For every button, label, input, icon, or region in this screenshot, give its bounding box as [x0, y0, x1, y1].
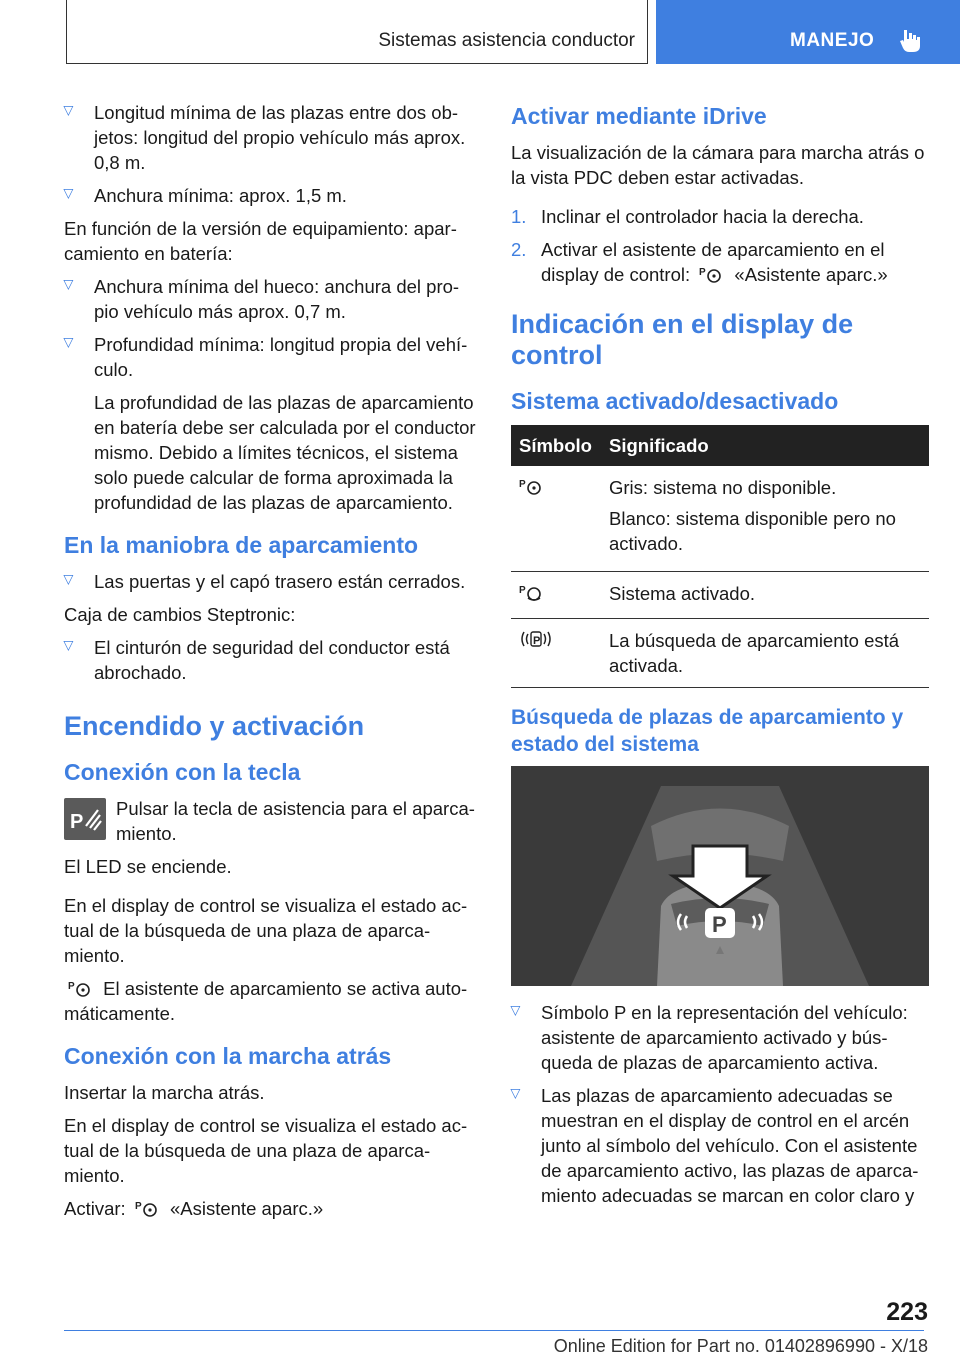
svg-text:P: P: [699, 267, 706, 278]
table-cell-meaning: La búsqueda de aparcamiento está activada.: [601, 619, 929, 688]
heading-sistema: Sistema activado/desactivado: [511, 388, 839, 414]
list-item: ▷ Las plazas de aparcamiento adecuadas se muestran en el display de control en el arcén junto al símbolo del vehículo. Con el asistente de aparcamiento activo, las plazas de aparcamiento adecuadas se marcan en color claro y: [511, 1083, 929, 1208]
step-text: Inclinar el controlador hacia la derecha.: [541, 206, 864, 227]
parking-assist-icon: [135, 1198, 161, 1218]
table-cell-symbol: [511, 619, 601, 688]
parking-assist-icon: [699, 264, 725, 284]
list-item: ▷ Profundidad mínima: longitud propia del vehículo.: [64, 332, 476, 382]
key-instruction: [64, 796, 476, 846]
meaning-line: Gris: sistema no disponible.: [609, 477, 837, 498]
paragraph: La visualización de la cámara para marcha atrás o la vista PDC deben estar activadas.: [511, 142, 925, 188]
table-cell-symbol: [511, 572, 601, 619]
list-item: ▷ Anchura mínima: aprox. 1,5 m.: [64, 183, 476, 208]
parking-assist-icon: [68, 978, 94, 998]
heading-busqueda: Búsqueda de plazas de aparcamiento y estado del sistema: [511, 706, 904, 756]
header-section-box: [66, 0, 648, 64]
list-item: ▷ El cinturón de seguridad del conductor está abrochado.: [64, 635, 476, 685]
heading-indicacion: Indicación en el display de control: [511, 309, 854, 370]
activate-line: [64, 1196, 476, 1221]
step-menu-item: «Asistente aparc.»: [734, 264, 888, 285]
svg-text:P: P: [70, 811, 84, 833]
numbered-step: [511, 237, 929, 287]
parking-assist-icon: [519, 475, 545, 497]
parking-display-illustration: [511, 766, 929, 986]
paragraph: Caja de cambios Steptronic:: [64, 604, 296, 625]
header-chapter-tab: [656, 0, 960, 64]
table-header-row: [511, 425, 929, 466]
svg-text:P: P: [134, 1201, 142, 1212]
parking-assist-active-icon: [519, 581, 545, 603]
numbered-step: [511, 204, 929, 229]
figure-parking-symbol: P: [712, 912, 727, 937]
table-header-meaning: Significado: [601, 425, 929, 466]
parking-search-icon: [519, 628, 553, 650]
footer-edition: Online Edition for Part no. 01402896990 - X/18: [553, 1336, 928, 1356]
paragraph: En función de la versión de equipamiento: aparcamiento en batería:: [64, 218, 457, 264]
steering-hand-icon: [898, 28, 924, 54]
symbol-table: [511, 425, 929, 688]
svg-text:P: P: [519, 585, 526, 596]
step-text: Activar el asistente de aparcamiento en el display de control:: [541, 239, 885, 285]
right-column: [511, 100, 929, 1216]
list-item: ▷ Símbolo P en la representación del vehículo: asistente de aparcamiento activado y búsqueda de plazas de aparcamiento activa.: [511, 1000, 929, 1075]
table-header-symbol: Símbolo: [511, 425, 601, 466]
parking-assist-key-icon: [64, 798, 106, 840]
svg-text:P: P: [533, 635, 541, 647]
list-item: ▷ Las puertas y el capó trasero están cerrados.: [64, 569, 476, 594]
svg-text:P: P: [68, 981, 75, 992]
heading-maniobra: En la maniobra de aparcamiento: [64, 532, 419, 558]
activate-label: Activar:: [64, 1198, 126, 1219]
table-row: [511, 466, 929, 572]
meaning-line: Blanco: sistema disponible pero no activado.: [609, 508, 896, 554]
paragraph: El LED se enciende.: [64, 856, 232, 877]
paragraph: Insertar la marcha atrás.: [64, 1082, 265, 1103]
list-item: ▷ Longitud mínima de las plazas entre dos objetos: longitud del propio vehículo más aprox. 0,8 m.: [64, 100, 476, 175]
table-row: [511, 572, 929, 619]
heading-conexion-marcha: Conexión con la marcha atrás: [64, 1043, 392, 1069]
step-number: 1.: [511, 206, 527, 227]
list-item-detail: La profundidad de las plazas de aparcamiento en batería debe ser calculada por el conductor mismo. Debido a límites técnicos, el sistema solo puede calcular de forma aproximada la profundidad de las plazas de aparcamiento.: [94, 392, 476, 513]
parking-display-figure: [511, 766, 929, 986]
svg-text:P: P: [519, 479, 526, 490]
table-row: [511, 619, 929, 688]
left-column: [64, 100, 476, 1229]
page-number: 223: [886, 1298, 928, 1326]
table-cell-symbol: [511, 466, 601, 572]
header-section-title: Sistemas asistencia conductor: [378, 30, 635, 51]
heading-encendido: Encendido y activación: [64, 711, 365, 741]
footer-divider: [64, 1330, 924, 1331]
heading-conexion-tecla: Conexión con la tecla: [64, 759, 301, 785]
heading-idrive: Activar mediante iDrive: [511, 103, 767, 129]
activate-menu-item: «Asistente aparc.»: [169, 1198, 324, 1219]
key-instruction-text: Pulsar la tecla de asistencia para el aparcamiento.: [116, 798, 475, 844]
auto-activation-text: El asistente de aparcamiento se activa automáticamente.: [64, 978, 468, 1024]
paragraph: En el display de control se visualiza el estado actual de la búsqueda de una plaza de aparcamiento.: [64, 895, 468, 966]
auto-activation-paragraph: [64, 976, 476, 1026]
paragraph: En el display de control se visualiza el estado actual de la búsqueda de una plaza de aparcamiento.: [64, 1115, 468, 1186]
table-cell-meaning: [601, 466, 929, 572]
header-chapter-title: MANEJO: [790, 30, 875, 51]
table-cell-meaning: Sistema activado.: [601, 572, 929, 619]
list-item: ▷ Anchura mínima del hueco: anchura del propio vehículo más aprox. 0,7 m.: [64, 274, 476, 324]
step-number: 2.: [511, 239, 527, 260]
